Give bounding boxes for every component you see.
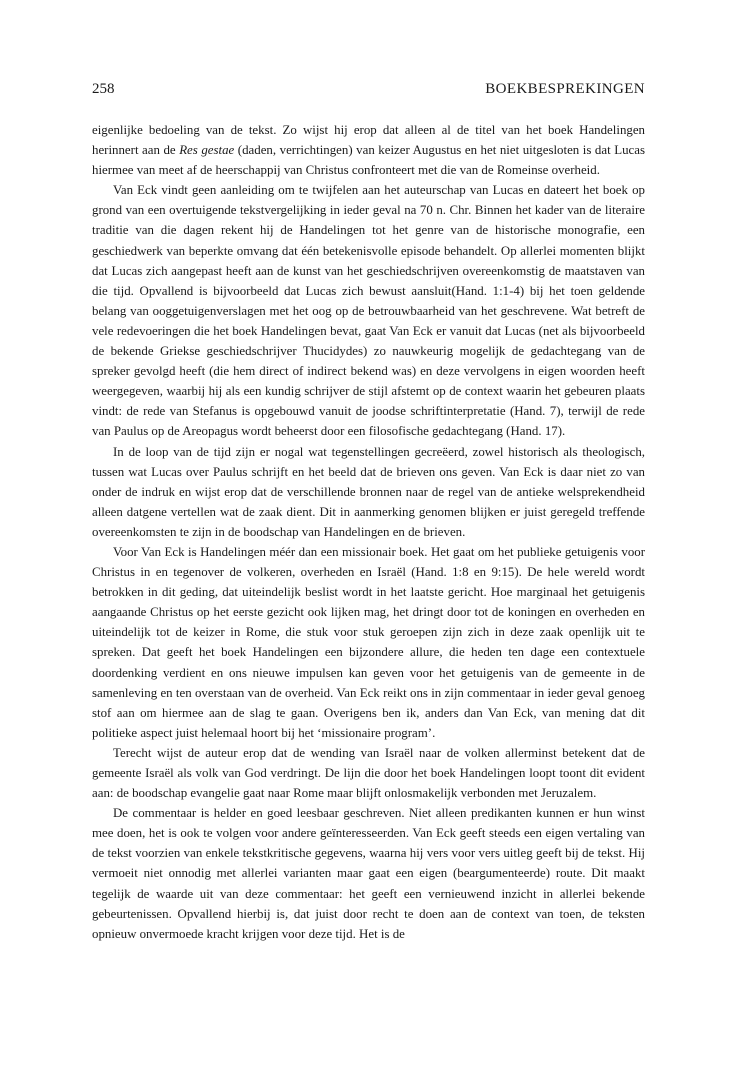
page-header [92, 80, 645, 102]
paragraph-text: eigenlijke bedoeling van de tekst. Zo wijst hij erop dat alleen al de titel van het boek Handelingen herinnert aan de [92, 123, 645, 158]
paragraph [92, 120, 645, 180]
body-text [92, 120, 645, 944]
paragraph: De commentaar is helder en goed leesbaar geschreven. Niet alleen predikanten kunnen er hun winst mee doen, het is ook te volgen voor andere geïnteresseerden. Van Eck geeft steeds een eigen vertaling van de tekst voorzien van enkele tekstkritische gegevens, waarna hij vers voor vers uitleg geeft bij de tekst. Hij vermoeit niet onnodig met allerlei varianten maar gaat een eigen (beargumenteerde) route. Dit maakt tegelijk de waarde uit van deze commentaar: het geeft een vernieuwend inzicht in allerlei bekende gebeurtenissen. Opvallend hierbij is, dat juist door recht te doen aan de context van toen, de teksten opnieuw onvermoede kracht krijgen voor deze tijd. Het is de [92, 806, 645, 941]
paragraph: Terecht wijst de auteur erop dat de wending van Israël naar de volken allerminst betekent dat de gemeente Israël als volk van God verdringt. De lijn die door het boek Handelingen loopt toont dit evident aan: de boodschap evangelie gaat naar Rome maar blijft onlosmakelijk verbonden met Jeruzalem. [92, 745, 645, 801]
page-number: 258 [92, 81, 115, 97]
paragraph: Voor Van Eck is Handelingen méér dan een missionair boek. Het gaat om het publieke getuigenis voor Christus in en tegenover de volkeren, overheden en Israël (Hand. 1:8 en 9:15). De hele wereld wordt betrokken in dit geding, dat uiteindelijk beslist wordt in het laatste gericht. Hoe marginaal het getuigenis aangaande Christus op het eerste gezicht ook lijken mag, het dringt door tot de koningen en overheden en uiteindelijk tot de keizer in Rome, die stuk voor stuk geroepen zijn zich in deze zaak openlijk uit te spreken. Dat geeft het boek Handelingen een bijzondere allure, die heden ten dage een contextuele doordenking verdient en ons nieuwe impulsen kan geven voor het getuigenis van de gemeente in de samenleving en ten overstaan van de overheid. Van Eck reikt ons in zijn commentaar in ieder geval genoeg stof aan om hiermee aan de slag te gaan. Overigens ben ik, anders dan Van Eck, van mening dat dit politieke aspect juist helemaal hoort bij het ‘missionaire program’. [92, 544, 645, 740]
paragraph: Van Eck vindt geen aanleiding om te twijfelen aan het auteurschap van Lucas en dateert het boek op grond van een overtuigende tekstvergelijking in ieder geval na 70 n. Chr. Binnen het kader van de literaire traditie van die dagen rekent hij de Handelingen tot het genre van de historische monografie, een geschiedwerk van beperkte omvang dat één betekenisvolle episode behandelt. Op allerlei momenten blijkt dat Lucas zich aangepast heeft aan de kunst van het geschiedschrijven overeenkomstig de maatstaven van die tijd. Opvallend is bijvoorbeeld dat Lucas zich bewust aansluit(Hand. 1:1-4) bij het toen geldende belang van ooggetuigenverslagen met het oog op de betrouwbaarheid van het geschrevene. Wat betreft de vele redevoeringen die het boek Handelingen bevat, gaat Van Eck er vanuit dat Lucas (net als bijvoorbeeld de bekende Griekse geschiedschrijver Thucidydes) zo nauwkeurig mogelijk de gedachtegang van de spreker gevolgd heeft (die hem direct of indirect bekend was) en deze vervolgens in eigen woorden heeft weergegeven, waarbij hij als een kundig schrijver de stijl afstemt op de context waarin het gebeuren plaats vindt: de rede van Stefanus is opgebouwd vanuit de joodse schriftinterpretatie (Hand. 7), terwijl de rede van Paulus op de Areopagus wordt beheerst door een filosofische gedachtegang (Hand. 17). [92, 183, 645, 439]
italic-title: Res gestae [179, 143, 235, 158]
paragraph-text: (daden, verrichtingen) van keizer Augustus en het niet uitgesloten is dat Lucas hiermee van meet af de heerschappij van Christus confronteert met die van de Romeinse overheid. [92, 143, 645, 178]
running-title: BOEKBESPREKINGEN [485, 81, 645, 97]
paragraph: In de loop van de tijd zijn er nogal wat tegenstellingen gecreëerd, zowel historisch als theologisch, tussen wat Lucas over Paulus schrijft en het beeld dat de brieven ons geven. Van Eck is daar niet zo van onder de indruk en wijst erop dat de verschillende bronnen naar de regel van de antieke welsprekendheid alleen datgene vertellen wat de zaak dient. Dit in aanmerking genomen blijken er juist geregeld treffende overeenkomsten te zijn in de boodschap van Handelingen en de brieven. [92, 444, 645, 539]
